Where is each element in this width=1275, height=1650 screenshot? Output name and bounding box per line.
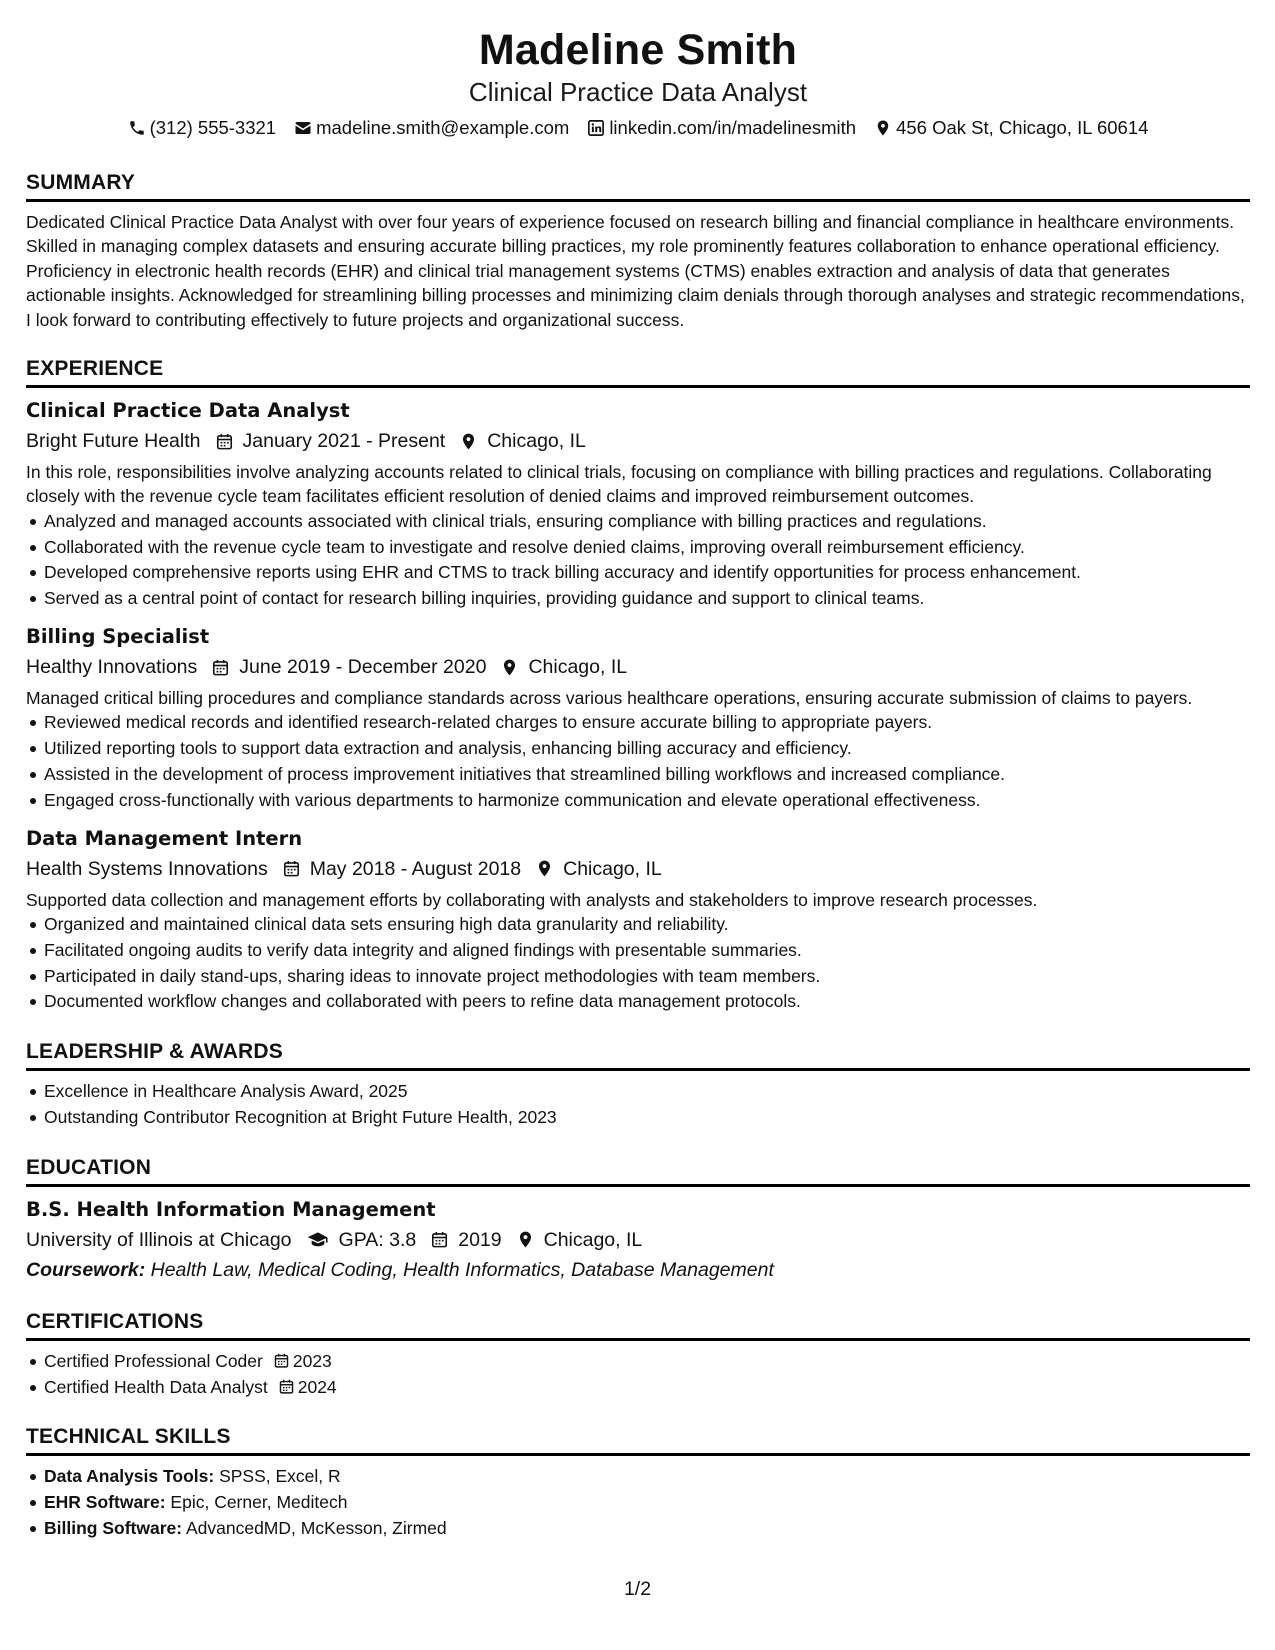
skills-section — [26, 1424, 1250, 1541]
candidate-name: Madeline Smith — [478, 26, 798, 74]
list-item — [26, 1490, 1250, 1516]
job-bullets — [26, 509, 1250, 612]
list-item: Reviewed medical records and identified research-related charges to ensure accurate billing to appropriate payers. — [26, 710, 1250, 736]
job-company: Healthy Innovations — [26, 656, 198, 679]
calendar-icon — [278, 1378, 295, 1395]
list-item: Participated in daily stand-ups, sharing ideas to innovate project methodologies with team members. — [26, 964, 1250, 990]
school-name: University of Illinois at Chicago — [26, 1228, 292, 1251]
job-meta — [26, 854, 1250, 884]
job-description: In this role, responsibilities involve analyzing accounts related to clinical trials, focusing on compliance with billing practices and regulations. Collaborating closely with the revenue cycle team facilitates efficient resolution of denied claims and improved reimbursement outcomes. — [26, 462, 1212, 507]
leadership-heading: LEADERSHIP & AWARDS — [26, 1040, 283, 1064]
section-divider — [26, 1184, 1250, 1187]
job-location: Chicago, IL — [528, 656, 628, 679]
resume-page — [26, 0, 1250, 1542]
job-description: Managed critical billing procedures and compliance standards across various healthcare operations, ensuring accurate submission of claims to payers. — [26, 688, 1193, 709]
contact-linkedin[interactable] — [587, 116, 856, 140]
job-entry — [26, 824, 1250, 1016]
education-gpa: GPA: 3.8 — [338, 1228, 417, 1251]
leadership-section — [26, 1039, 1250, 1131]
map-pin-icon — [459, 432, 478, 451]
skill-label: EHR Software: — [44, 1492, 166, 1513]
list-item: Excellence in Healthcare Analysis Award, 2025 — [26, 1079, 1250, 1105]
list-item: Assisted in the development of process improvement initiatives that streamlined billing workflows and increased compliance. — [26, 762, 1250, 788]
contact-address — [874, 116, 1148, 140]
education-section — [26, 1155, 1250, 1285]
list-item: Collaborated with the revenue cycle team to investigate and resolve denied claims, improving overall reimbursement efficiency. — [26, 535, 1250, 561]
education-heading: EDUCATION — [26, 1155, 152, 1179]
skill-value: AdvancedMD, McKesson, Zirmed — [185, 1518, 447, 1538]
job-title: Billing Specialist — [26, 625, 210, 649]
skill-label: Billing Software: — [44, 1518, 183, 1538]
map-pin-icon — [874, 119, 892, 137]
summary-section — [26, 170, 1250, 332]
certifications-heading: CERTIFICATIONS — [26, 1309, 204, 1333]
list-item: Facilitated ongoing audits to verify data integrity and aligned findings with presentable summaries. — [26, 938, 1250, 964]
job-company: Bright Future Health — [26, 430, 201, 453]
section-divider — [26, 385, 1250, 388]
job-meta — [26, 652, 1250, 682]
summary-text: Dedicated Clinical Practice Data Analyst with over four years of experience focused on research billing and financial compliance in healthcare environments. Skilled in managing complex datasets and ensuring accurate billing practices, my role prominently features collaboration to enhance operational efficiency. Proficiency in electronic health records (EHR) and clinical trial management systems (CTMS) enables extraction and analysis of data that generates actionable insights. Acknowledged for streamlining billing processes and minimizing claim denials through thorough analyses and strategic recommendations, I look forward to contributing effectively to future projects and organizational success. — [26, 212, 1245, 330]
contact-email[interactable] — [294, 116, 569, 140]
education-meta — [26, 1225, 1250, 1255]
map-pin-icon — [535, 859, 554, 878]
degree-title: B.S. Health Information Management — [26, 1197, 436, 1221]
section-divider — [26, 1453, 1250, 1456]
contact-phone-text: (312) 555-3321 — [149, 117, 277, 138]
contact-phone[interactable] — [128, 116, 277, 140]
list-item: Analyzed and managed accounts associated with clinical trials, ensuring compliance with billing practices and regulations. — [26, 509, 1250, 535]
page-number: 1/2 — [623, 1578, 652, 1600]
map-pin-icon — [516, 1230, 535, 1249]
list-item: Utilized reporting tools to support data extraction and analysis, enhancing billing accuracy and efficiency. — [26, 736, 1250, 762]
contact-email-text: madeline.smith@example.com — [316, 117, 570, 138]
certification-name: Certified Professional Coder — [44, 1350, 263, 1371]
job-bullets — [26, 912, 1250, 1015]
candidate-role: Clinical Practice Data Analyst — [468, 77, 808, 107]
section-divider — [26, 199, 1250, 202]
certifications-list — [26, 1349, 1250, 1401]
list-item: Organized and maintained clinical data sets ensuring high data granularity and reliability. — [26, 912, 1250, 938]
list-item — [26, 1516, 1250, 1542]
job-title: Clinical Practice Data Analyst — [26, 399, 350, 423]
certification-year: 2023 — [292, 1350, 332, 1371]
certification-name: Certified Health Data Analyst — [44, 1376, 268, 1397]
job-location: Chicago, IL — [563, 857, 662, 880]
list-item: Engaged cross-functionally with various departments to harmonize communication and elevate operational effectiveness. — [26, 788, 1250, 814]
calendar-icon — [215, 432, 234, 451]
job-bullets — [26, 710, 1250, 813]
education-year: 2019 — [458, 1228, 502, 1251]
experience-heading: EXPERIENCE — [26, 357, 164, 381]
calendar-icon — [282, 859, 301, 878]
job-description: Supported data collection and management efforts by collaborating with analysts and stakeholders to improve research processes. — [26, 889, 1038, 910]
certification-year: 2024 — [297, 1376, 337, 1397]
coursework-list: Health Law, Medical Coding, Health Informatics, Database Management — [150, 1258, 774, 1281]
education-location: Chicago, IL — [543, 1228, 643, 1251]
job-entry — [26, 622, 1250, 814]
job-meta — [26, 426, 1250, 456]
section-divider — [26, 1338, 1250, 1341]
contact-address-text: 456 Oak St, Chicago, IL 60614 — [896, 117, 1149, 138]
skill-value: Epic, Cerner, Meditech — [170, 1492, 348, 1513]
contact-linkedin-text: linkedin.com/in/madelinesmith — [609, 117, 857, 138]
skills-list — [26, 1464, 1250, 1541]
job-company: Health Systems Innovations — [26, 857, 268, 880]
job-entry — [26, 396, 1250, 612]
coursework-line — [26, 1255, 1250, 1285]
list-item — [26, 1349, 1250, 1375]
list-item: Outstanding Contributor Recognition at Bright Future Health, 2023 — [26, 1105, 1250, 1131]
list-item — [26, 1375, 1250, 1401]
graduation-cap-icon — [306, 1230, 330, 1249]
certifications-section — [26, 1309, 1250, 1401]
calendar-icon — [430, 1230, 449, 1249]
skill-value: SPSS, Excel, R — [219, 1466, 341, 1487]
map-pin-icon — [500, 658, 519, 677]
job-dates: May 2018 - August 2018 — [309, 857, 522, 880]
list-item: Developed comprehensive reports using EHR and CTMS to track billing accuracy and identify opportunities for process enhancement. — [26, 560, 1250, 586]
list-item: Served as a central point of contact for research billing inquiries, providing guidance and support to clinical teams. — [26, 586, 1250, 612]
list-item: Documented workflow changes and collaborated with peers to refine data management protocols. — [26, 989, 1250, 1015]
job-location: Chicago, IL — [487, 430, 586, 453]
phone-icon — [128, 119, 146, 137]
job-title: Data Management Intern — [26, 826, 303, 850]
coursework-label: Coursework: — [26, 1258, 146, 1281]
summary-heading: SUMMARY — [26, 171, 136, 194]
calendar-icon — [211, 658, 230, 677]
list-item — [26, 1464, 1250, 1490]
awards-list — [26, 1079, 1250, 1131]
job-dates: January 2021 - Present — [242, 430, 446, 453]
calendar-icon — [273, 1352, 290, 1369]
section-divider — [26, 1068, 1250, 1071]
envelope-icon — [294, 119, 312, 137]
experience-section — [26, 356, 1250, 1015]
job-dates: June 2019 - December 2020 — [239, 656, 487, 679]
contact-bar — [26, 116, 1250, 140]
skills-heading: TECHNICAL SKILLS — [26, 1425, 231, 1449]
skill-label: Data Analysis Tools: — [44, 1466, 215, 1487]
linkedin-icon — [587, 119, 605, 137]
